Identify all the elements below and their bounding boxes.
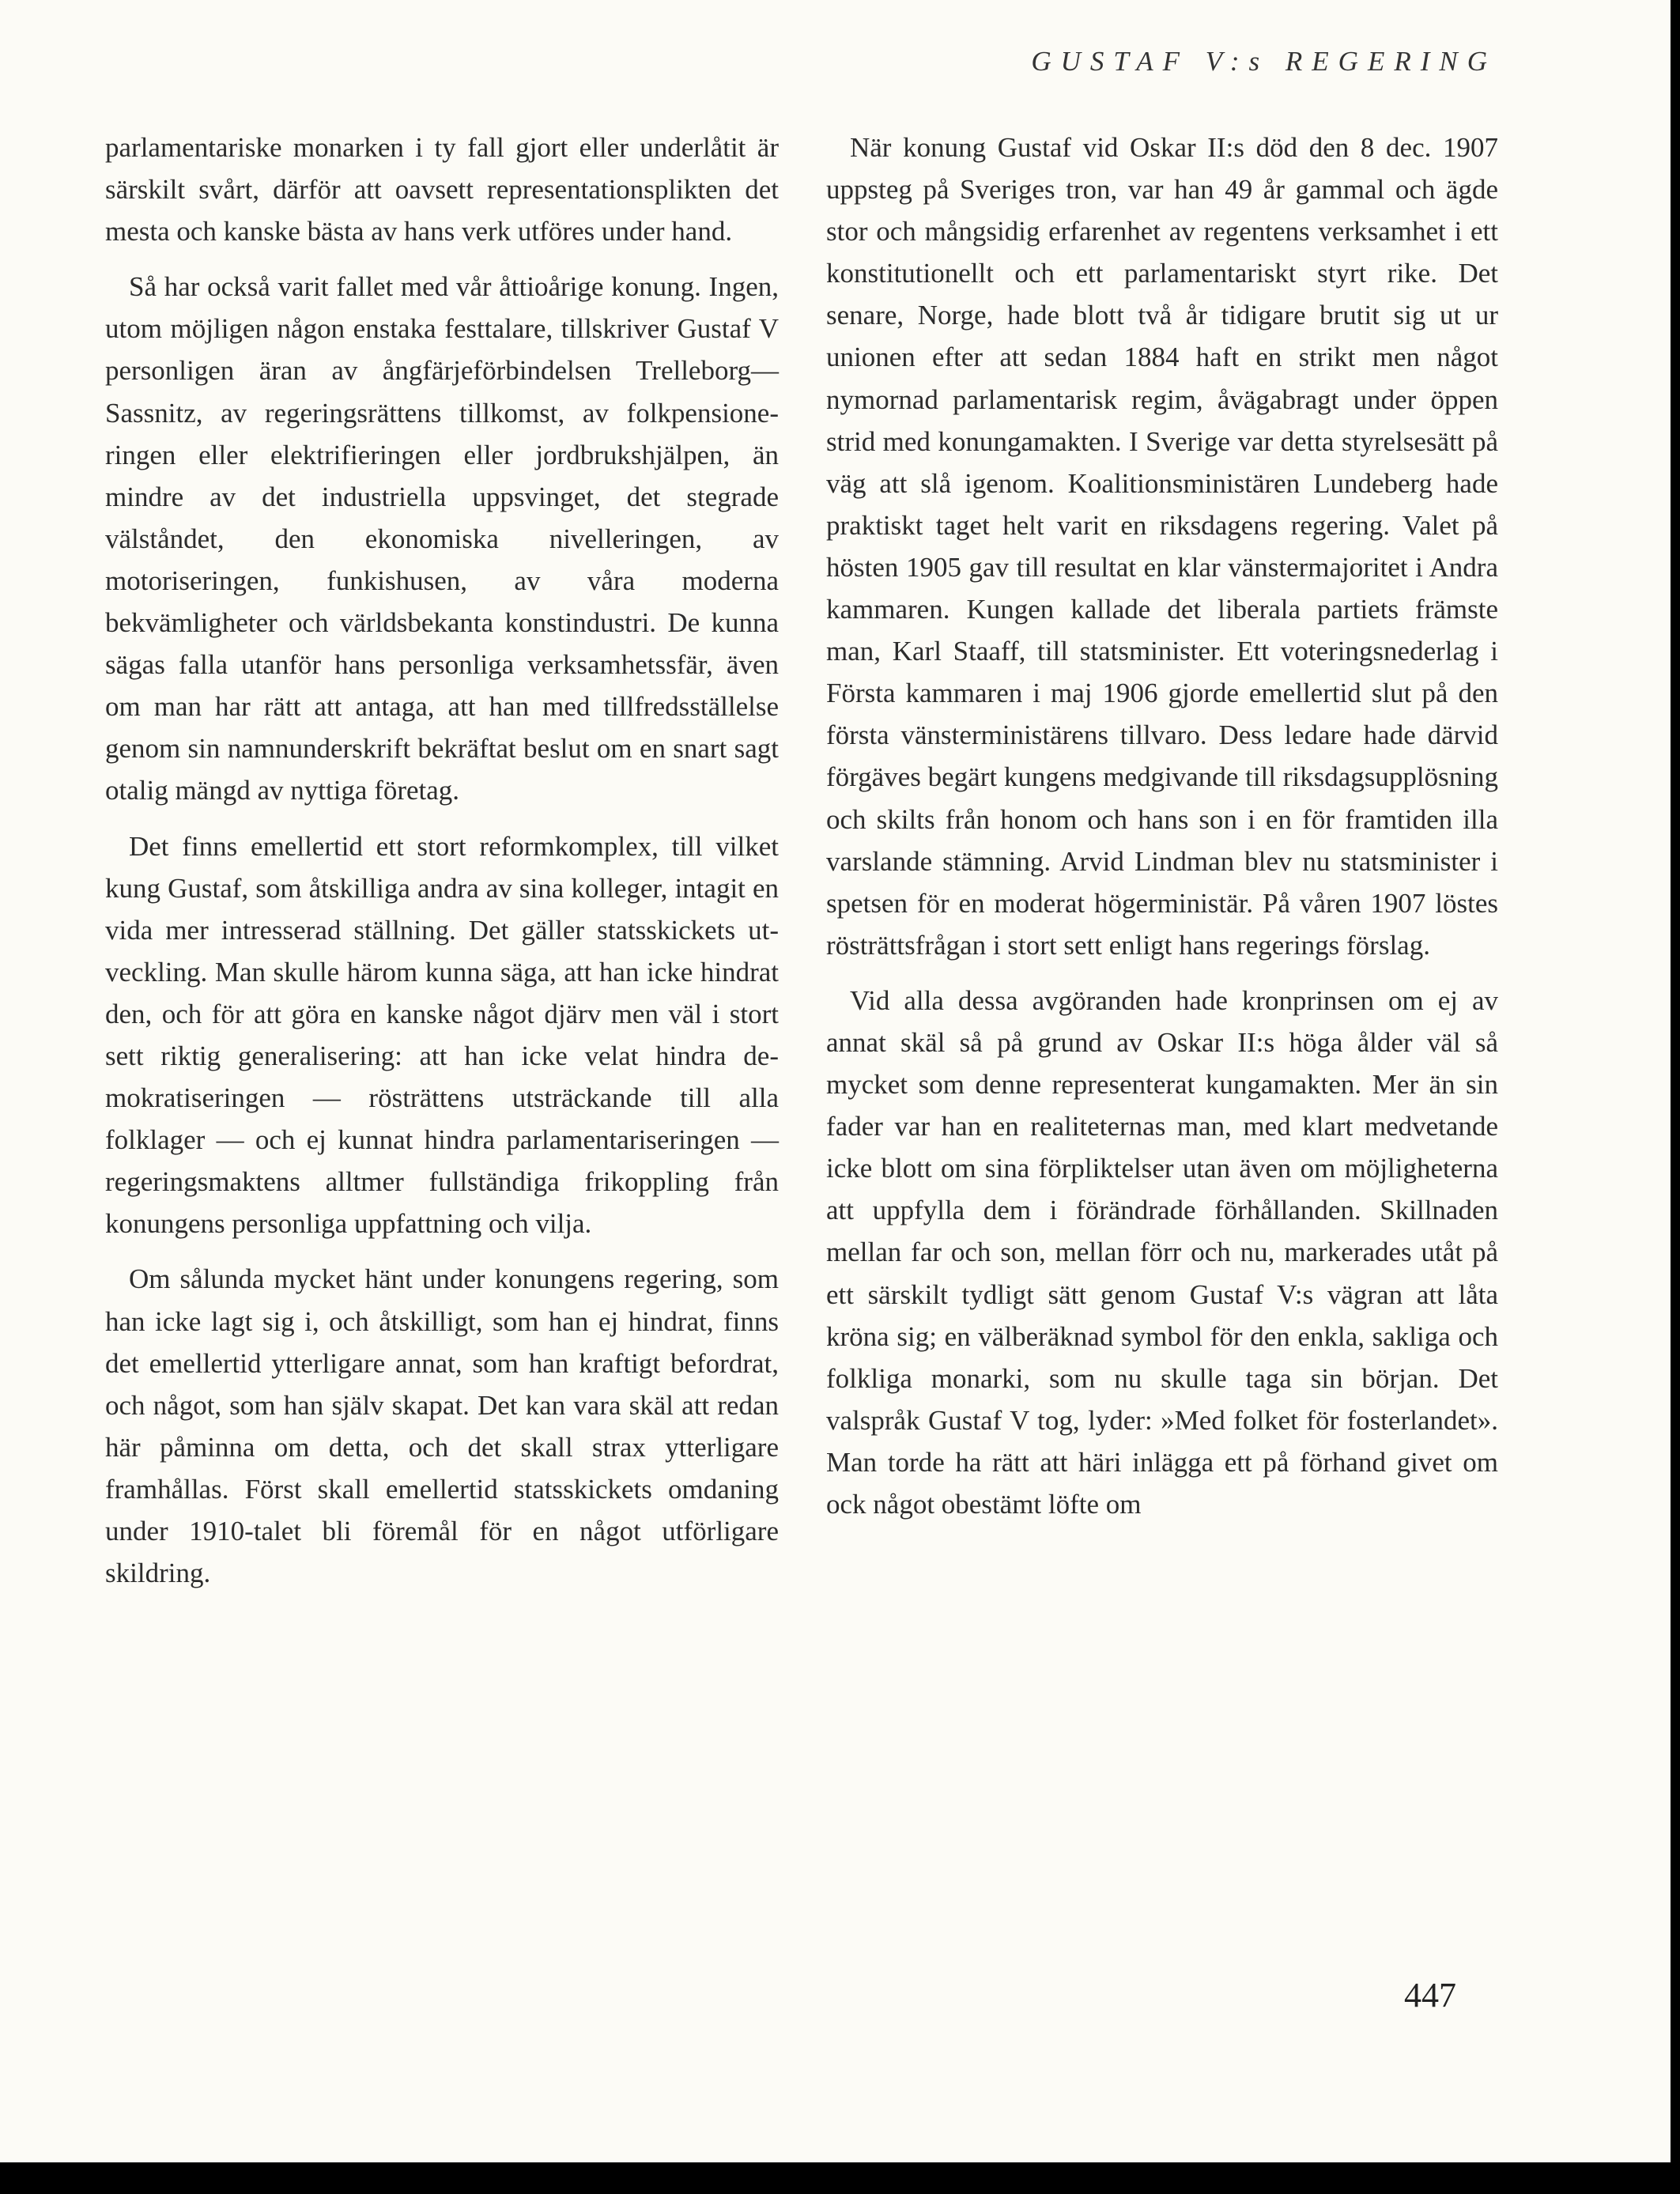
running-head: GUSTAF V:s REGERING bbox=[1031, 46, 1497, 77]
left-paragraph-4: Om sålunda mycket hänt under konungens regering, som han icke lagt sig i, och åtskilligt, som han ej hindrat, finns det emellertid ytterligare annat, som han kraftigt befordrat, och något, som han själv skapat. Det kan vara skäl att redan här påminna om detta, och det skall strax ytterligare framhållas. Först skall emellertid statsskickets omdaning under 1910-talet bli föremål för en något utförligare skildring. bbox=[105, 1263, 779, 1589]
right-paragraph-1: När konung Gustaf vid Oskar II:s död den 8 dec. 1907 uppsteg på Sveriges tron, var han 49 år gammal och ägde stor och mångsidig erfarenhet av regentens verksamhet i ett konstitutionellt och ett parlamentariskt styrt rike. Det senare, Norge, hade blott två år tidigare brutit sig ut ur unionen efter att sedan 1884 haft en strikt men något nymornad parlamentarisk regim, åvägabragt under öppen strid med konungamakten. I Sverige var detta styrelsesätt på väg att slå igenom. Koalitionsministären Lundeberg hade praktiskt taget helt varit en riksdagens regering. Valet på hösten 1905 gav till resultat en klar vänstermajoritet i Andra kammaren. Kungen kallade det liberala partiets främste man, Karl Staaff, till statsminister. Ett voteringsnederlag i Första kammaren i maj 1906 gjorde emellertid slut på den första vänsterministärens tillvaro. Dess ledare hade därvid förgäves begärt kungens medgivande till riksdagsupplösning och skilts från honom och hans son i en för framtiden illa varslande stämning. Arvid Lindman blev nu statsminister i spetsen för en moderat högerministär. På våren 1907 löstes rösträttsfrågan i stort sett enligt hans regerings förslag. bbox=[826, 132, 1498, 961]
left-paragraph-3: Det finns emellertid ett stort reformkomplex, till vilket kung Gustaf, som åtskilliga andra av sina kolleger, intagit en vida mer intresserad ställning. Det gäller statsskickets utveckling. Man skulle härom kunna säga, att han icke hindrat den, och för att göra en kanske något djärv men väl i stort sett riktig generalisering: att han icke velat hindra demokratiseringen — rösträttens utsträckande till alla folklager — och ej kunnat hindra parlamentariseringen — regeringsmaktens alltmer fullständiga frikoppling från konungens personliga uppfattning och vilja. bbox=[105, 830, 779, 1240]
scan-border-right bbox=[1671, 0, 1680, 2194]
right-paragraph-2: Vid alla dessa avgöranden hade kronprinsen om ej av annat skäl så på grund av Oskar II:s höga ålder väl så mycket som denne representerat kungamakten. Mer än sin fader var han en realiteternas man, med klart medvetande icke blott om sina förpliktelser utan även om möjligheterna att uppfylla dem i förändrade förhållanden. Skillnaden mellan far och son, mellan förr och nu, markerades utåt på ett särskilt tydligt sätt genom Gustaf V:s vägran att låta kröna sig; en välberäknad symbol för den enkla, sakliga och folkliga monarki, som nu skulle taga sin början. Det valspråk Gustaf V tog, lyder: »Med folket för fosterlandet». Man torde ha rätt att häri inlägga ett på förhand givet om ock något obestämt löfte om bbox=[826, 984, 1498, 1520]
page-number: 447 bbox=[1404, 1976, 1456, 2015]
left-paragraph-2: Så har också varit fallet med vår åttioårige konung. Ingen, utom möjligen någon enstaka festtalare, tillskriver Gustaf V personligen äran av ångfärjeförbindelsen Trelleborg—Sassnitz, av regeringsrättens tillkomst, av folkpensioneringen eller elektrifieringen eller jordbrukshjälpen, än mindre av det industriella uppsvinget, det stegrade välståndet, den ekonomiska nivelleringen, av motoriseringen, funkishusen, av våra moderna bekvämligheter och världsbekanta konstindustri. De kunna sägas falla utanför hans personliga verksamhetssfär, även om man har rätt att antaga, att han med tillfredsställelse genom sin namnunderskrift bekräftat beslut om en snart sagt otalig mängd av nyttiga företag. bbox=[105, 271, 779, 806]
right-column bbox=[826, 127, 1498, 1539]
left-paragraph-1: parlamentariske monarken i ty fall gjort eller underlåtit är särskilt svårt, därför att oavsett representationsplikten det mesta och kanske bästa av hans verk utföres under hand. bbox=[105, 132, 779, 247]
left-column bbox=[105, 127, 779, 1607]
scan-border-bottom bbox=[0, 2162, 1680, 2194]
